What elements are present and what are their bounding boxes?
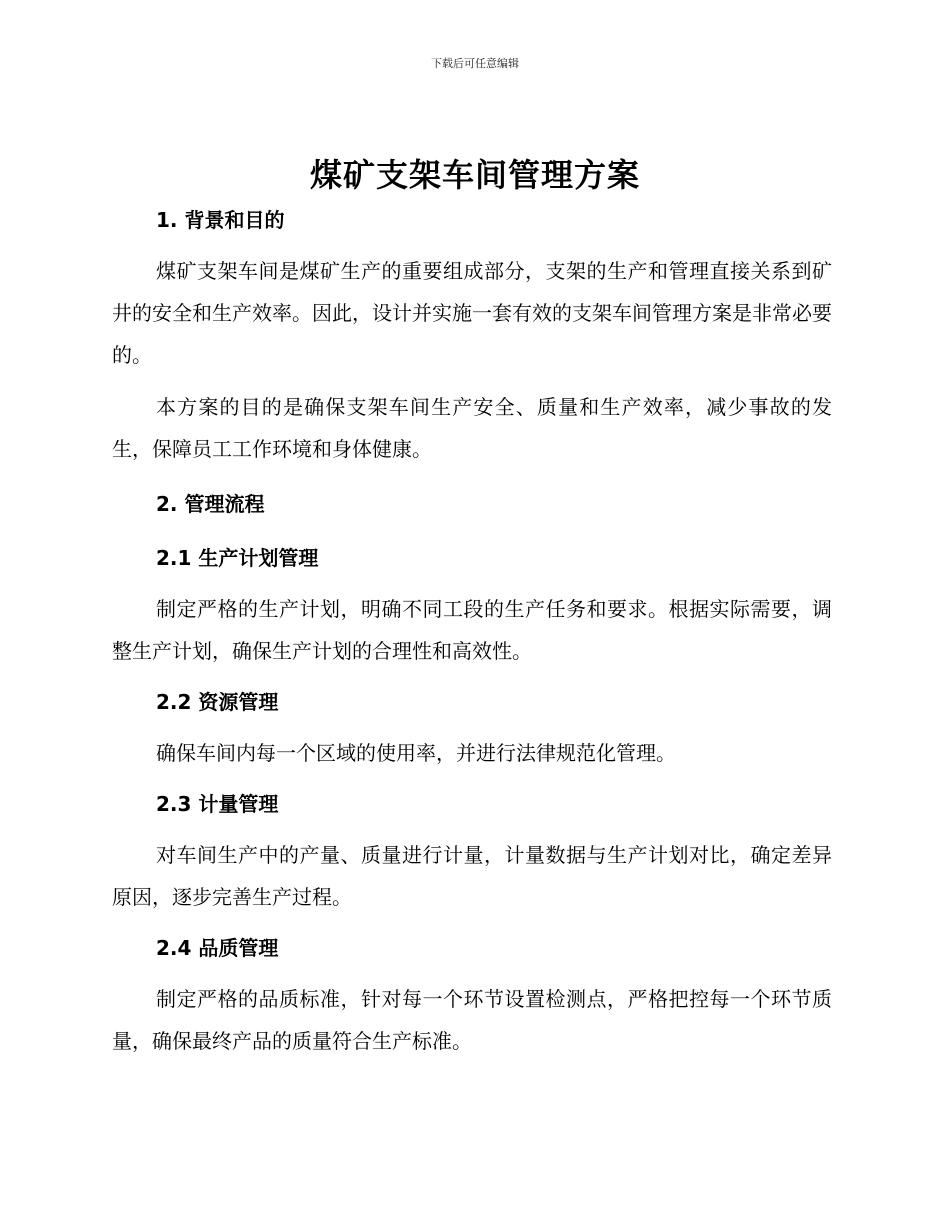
paragraph-background: 煤矿支架车间是煤矿生产的重要组成部分，支架的生产和管理直接关系到矿井的安全和生产效率。因此，设计并实施一套有效的支架车间管理方案是非常必要的。: [112, 259, 832, 367]
paragraph-resource-management: 确保车间内每一个区域的使用率，并进行法律规范化管理。: [156, 741, 676, 765]
section-heading-2-4: 2.4 品质管理: [156, 936, 279, 960]
section-heading-2-3: 2.3 计量管理: [156, 792, 279, 816]
page-header-note: 下载后可任意编辑: [431, 57, 519, 70]
paragraph-purpose: 本方案的目的是确保支架车间生产安全、质量和生产效率，减少事故的发生，保障员工工作环境和身体健康。: [112, 395, 832, 461]
document-title: 煤矿支架车间管理方案: [309, 156, 640, 194]
section-heading-2: 2. 管理流程: [156, 492, 265, 516]
paragraph-quality-management: 制定严格的品质标准，针对每一个环节设置检测点，严格把控每一个环节质量，确保最终产品的质量符合生产标准。: [112, 987, 832, 1053]
paragraph-metering: 对车间生产中的产量、质量进行计量，计量数据与生产计划对比，确定差异原因，逐步完善生产过程。: [112, 843, 832, 909]
document-body: [112, 200, 832, 1062]
paragraph-production-plan: 制定严格的生产计划，明确不同工段的生产任务和要求。根据实际需要，调整生产计划，确保生产计划的合理性和高效性。: [112, 597, 832, 663]
section-heading-2-2: 2.2 资源管理: [156, 690, 279, 714]
section-heading-1: 1. 背景和目的: [156, 208, 285, 232]
section-heading-2-1: 2.1 生产计划管理: [156, 546, 319, 570]
